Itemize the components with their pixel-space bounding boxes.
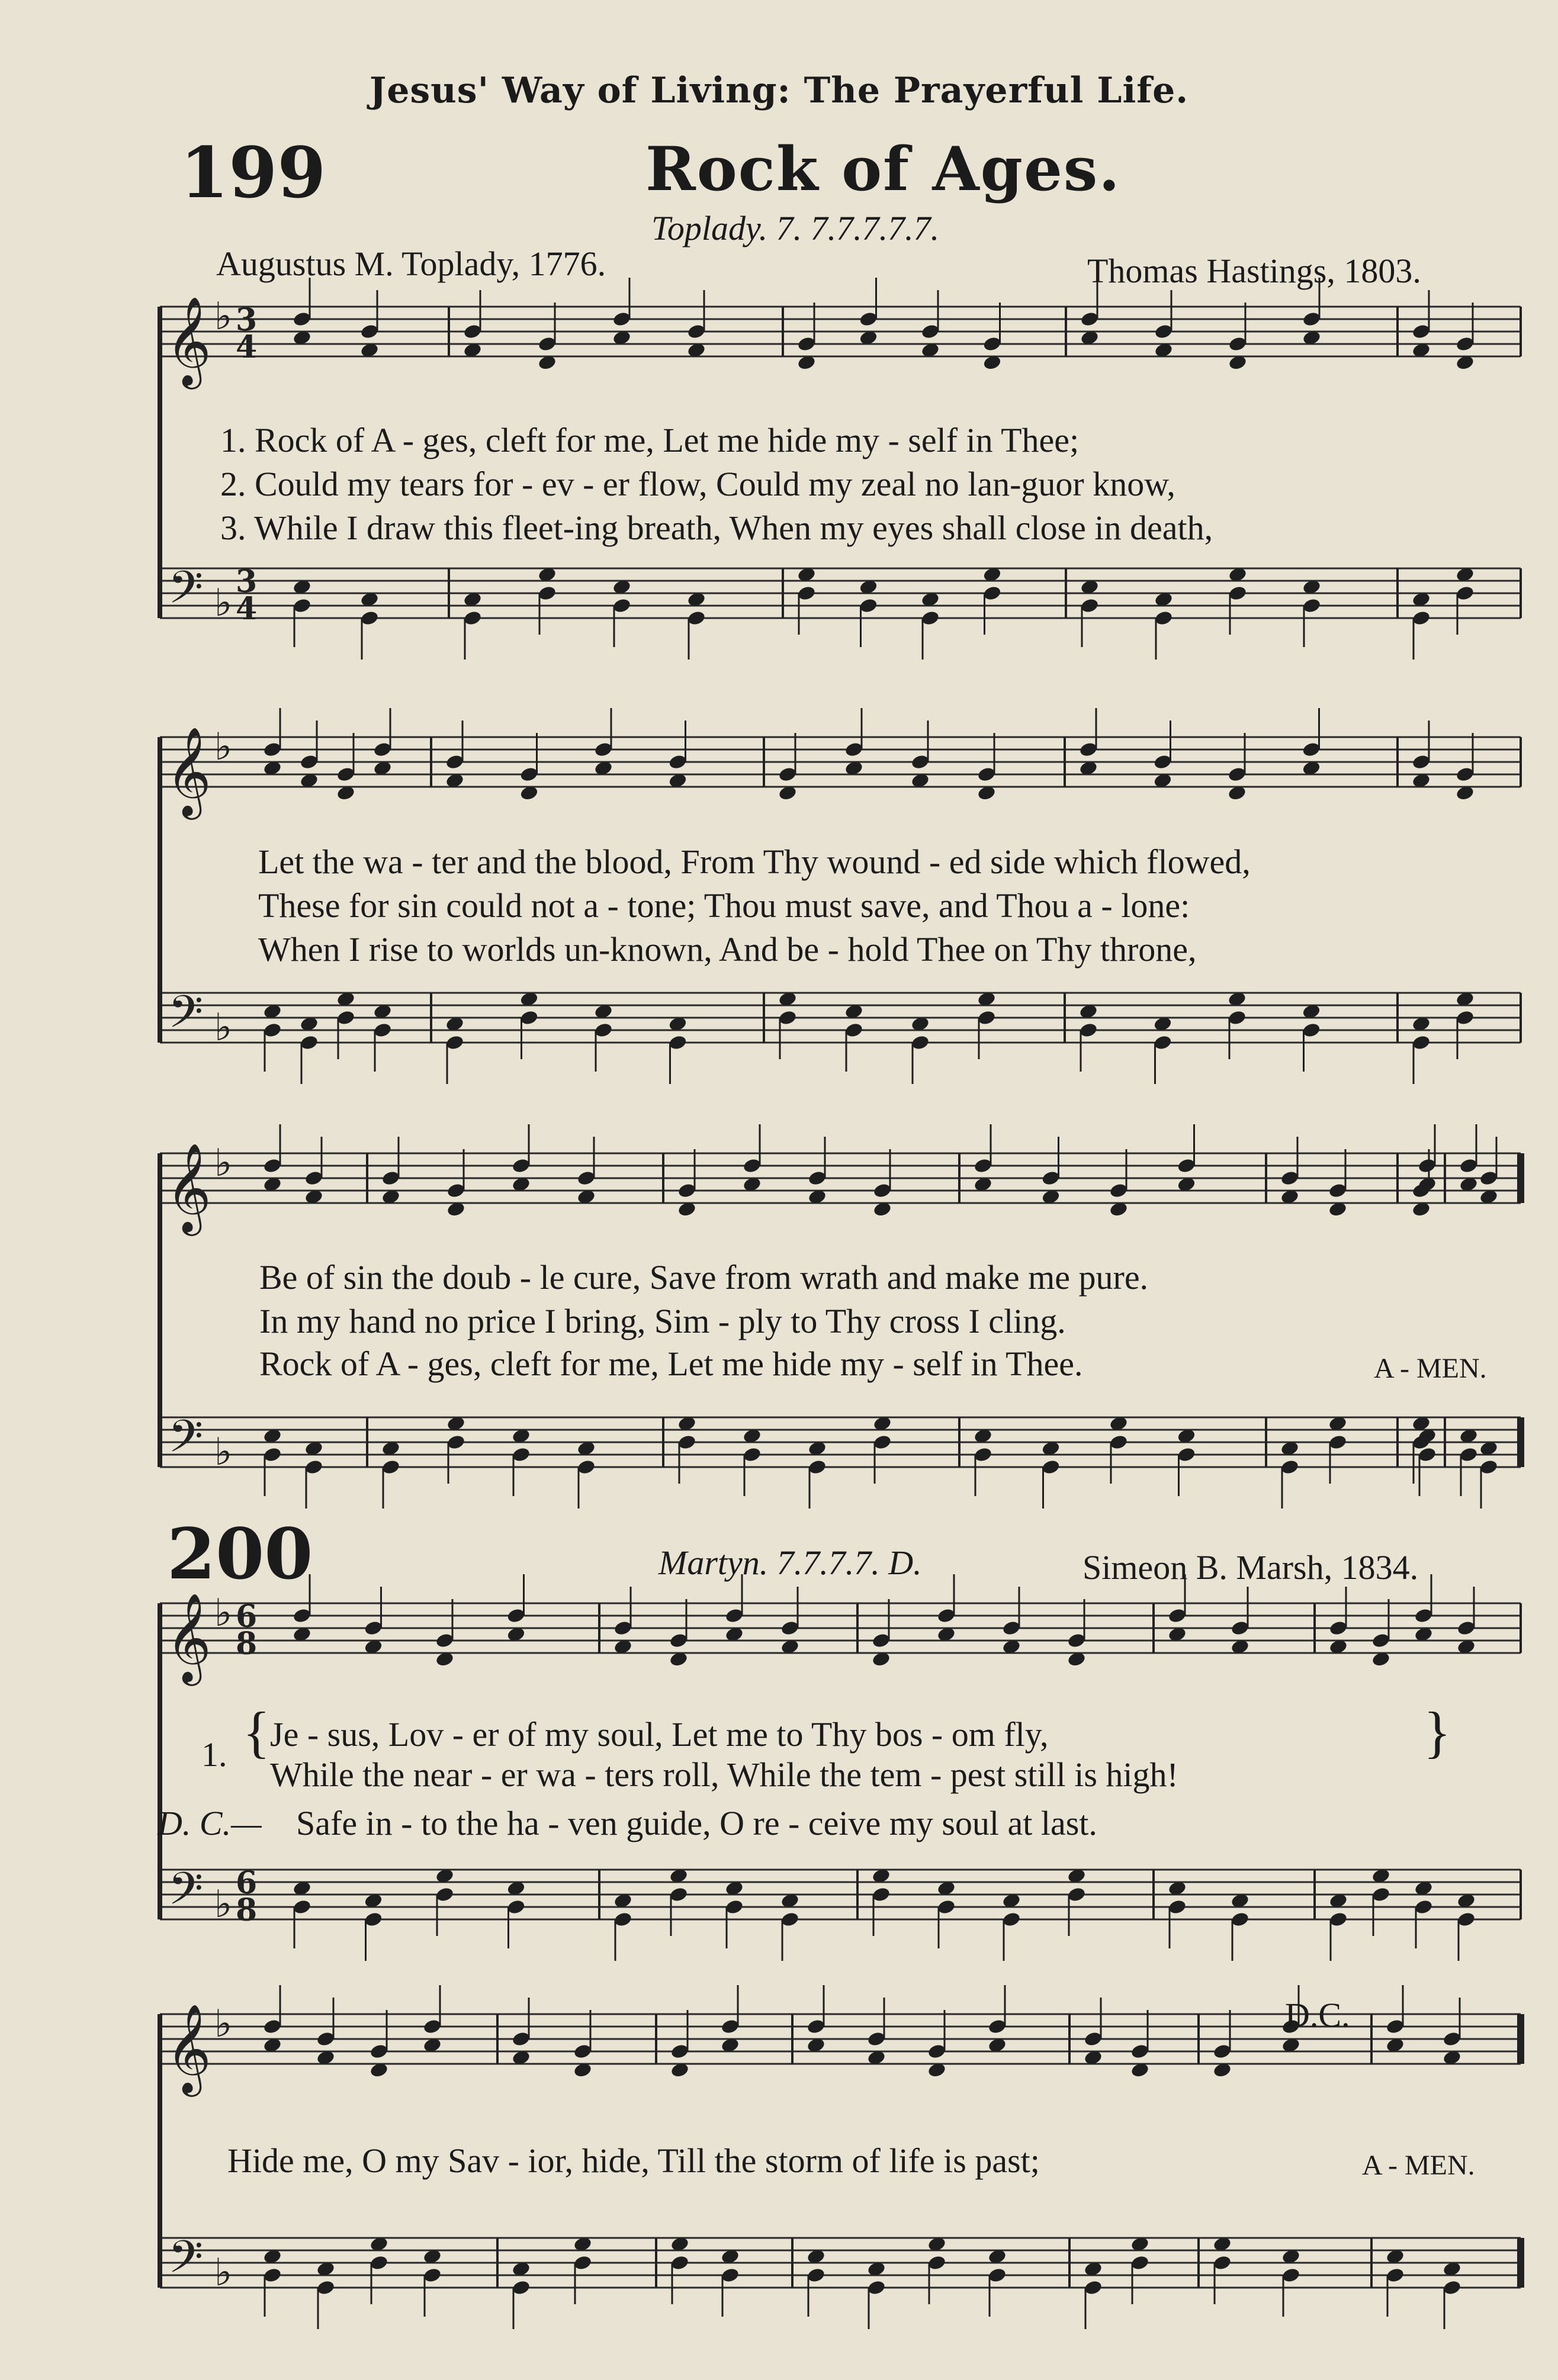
- tune-meter: Toplady. 7. 7.7.7.7.7.: [651, 209, 940, 247]
- flat-icon: ♭: [214, 1141, 233, 1185]
- flat-icon: ♭: [214, 1430, 233, 1474]
- tune-meter: Martyn. 7.7.7.7. D.: [658, 1543, 922, 1582]
- right-brace: }: [1424, 1700, 1451, 1764]
- hymn-number-200: 200: [167, 1513, 313, 1595]
- flat-icon: ♭: [214, 1883, 233, 1926]
- bass-clef-icon: 𝄢: [168, 986, 204, 1049]
- hymn-number-199: 199: [180, 131, 326, 214]
- flat-icon: ♭: [214, 581, 233, 625]
- bass-clef-icon: 𝄢: [168, 2231, 204, 2294]
- bass-clef-icon: 𝄢: [168, 1410, 204, 1474]
- lyric-line: These for sin could not a - tone; Thou must save, and Thou a - lone:: [258, 886, 1190, 925]
- time-signature-numerator: 6: [236, 1599, 258, 1635]
- treble-clef-icon: 𝄞: [166, 2003, 211, 2093]
- flat-icon: ♭: [214, 725, 233, 769]
- time-signature-numerator: 3: [236, 302, 258, 338]
- treble-clef-icon: 𝄞: [166, 1592, 211, 1682]
- lyric-line: Be of sin the doub - le cure, Save from wrath and make me pure.: [259, 1258, 1149, 1297]
- music-credit: Simeon B. Marsh, 1834.: [1082, 1548, 1419, 1587]
- lyric-line: When I rise to worlds un-known, And be - hold Thee on Thy throne,: [258, 930, 1197, 969]
- treble-clef-icon: 𝄞: [166, 726, 211, 816]
- left-brace: {: [243, 1700, 271, 1764]
- hymn-title: Rock of Ages.: [645, 134, 1121, 205]
- lyric-line: Hide me, O my Sav - ior, hide, Till the storm of life is past;: [227, 2141, 1040, 2180]
- lyric-line: Safe in - to the ha - ven guide, O re - ceive my soul at last.: [296, 1804, 1097, 1842]
- flat-icon: ♭: [214, 1006, 233, 1050]
- lyric-line: 1. Rock of A - ges, cleft for me, Let me hide my - self in Thee;: [220, 421, 1080, 459]
- bass-clef-icon: 𝄢: [168, 561, 204, 625]
- treble-clef-icon: 𝄞: [166, 1142, 211, 1232]
- music-credit: Thomas Hastings, 1803.: [1087, 252, 1421, 290]
- words-credit: Augustus M. Toplady, 1776.: [216, 245, 606, 283]
- lyric-line: 2. Could my tears for - ev - er flow, Could my zeal no lan-guor know,: [220, 465, 1175, 503]
- lyric-line: Je - sus, Lov - er of my soul, Let me to Thy bos - om fly,: [270, 1715, 1049, 1754]
- flat-icon: ♭: [214, 1591, 233, 1635]
- treble-clef-icon: 𝄞: [166, 295, 211, 385]
- flat-icon: ♭: [214, 2251, 233, 2295]
- lyric-line: 3. While I draw this fleet-ing breath, When my eyes shall close in death,: [220, 509, 1213, 547]
- lyric-line: While the near - er wa - ters roll, While the tem - pest still is high!: [270, 1755, 1178, 1794]
- lyric-line: Rock of A - ges, cleft for me, Let me hide my - self in Thee.: [259, 1345, 1083, 1383]
- time-signature-denominator: 4: [236, 591, 258, 627]
- time-signature-denominator: 4: [236, 329, 258, 365]
- dc-mark: D.C.: [1285, 1996, 1350, 2034]
- amen-label: A - MEN.: [1374, 1353, 1487, 1384]
- time-signature-numerator: 6: [236, 1865, 258, 1901]
- lyric-line: Let the wa - ter and the blood, From Thy wound - ed side which flowed,: [258, 842, 1251, 881]
- flat-icon: ♭: [214, 2002, 233, 2046]
- amen-label: A - MEN.: [1362, 2150, 1475, 2181]
- bass-clef-icon: 𝄢: [168, 1863, 204, 1926]
- dc-label: D. C.—: [158, 1804, 262, 1842]
- time-signature-numerator: 3: [236, 564, 258, 600]
- section-header: Jesus' Way of Living: The Prayerful Life.: [369, 70, 1189, 111]
- flat-icon: ♭: [214, 295, 233, 339]
- lyric-line: In my hand no price I bring, Sim - ply to Thy cross I cling.: [259, 1302, 1066, 1340]
- time-signature-denominator: 8: [236, 1892, 258, 1928]
- time-signature-denominator: 8: [236, 1626, 258, 1662]
- verse-number: 1.: [201, 1735, 227, 1774]
